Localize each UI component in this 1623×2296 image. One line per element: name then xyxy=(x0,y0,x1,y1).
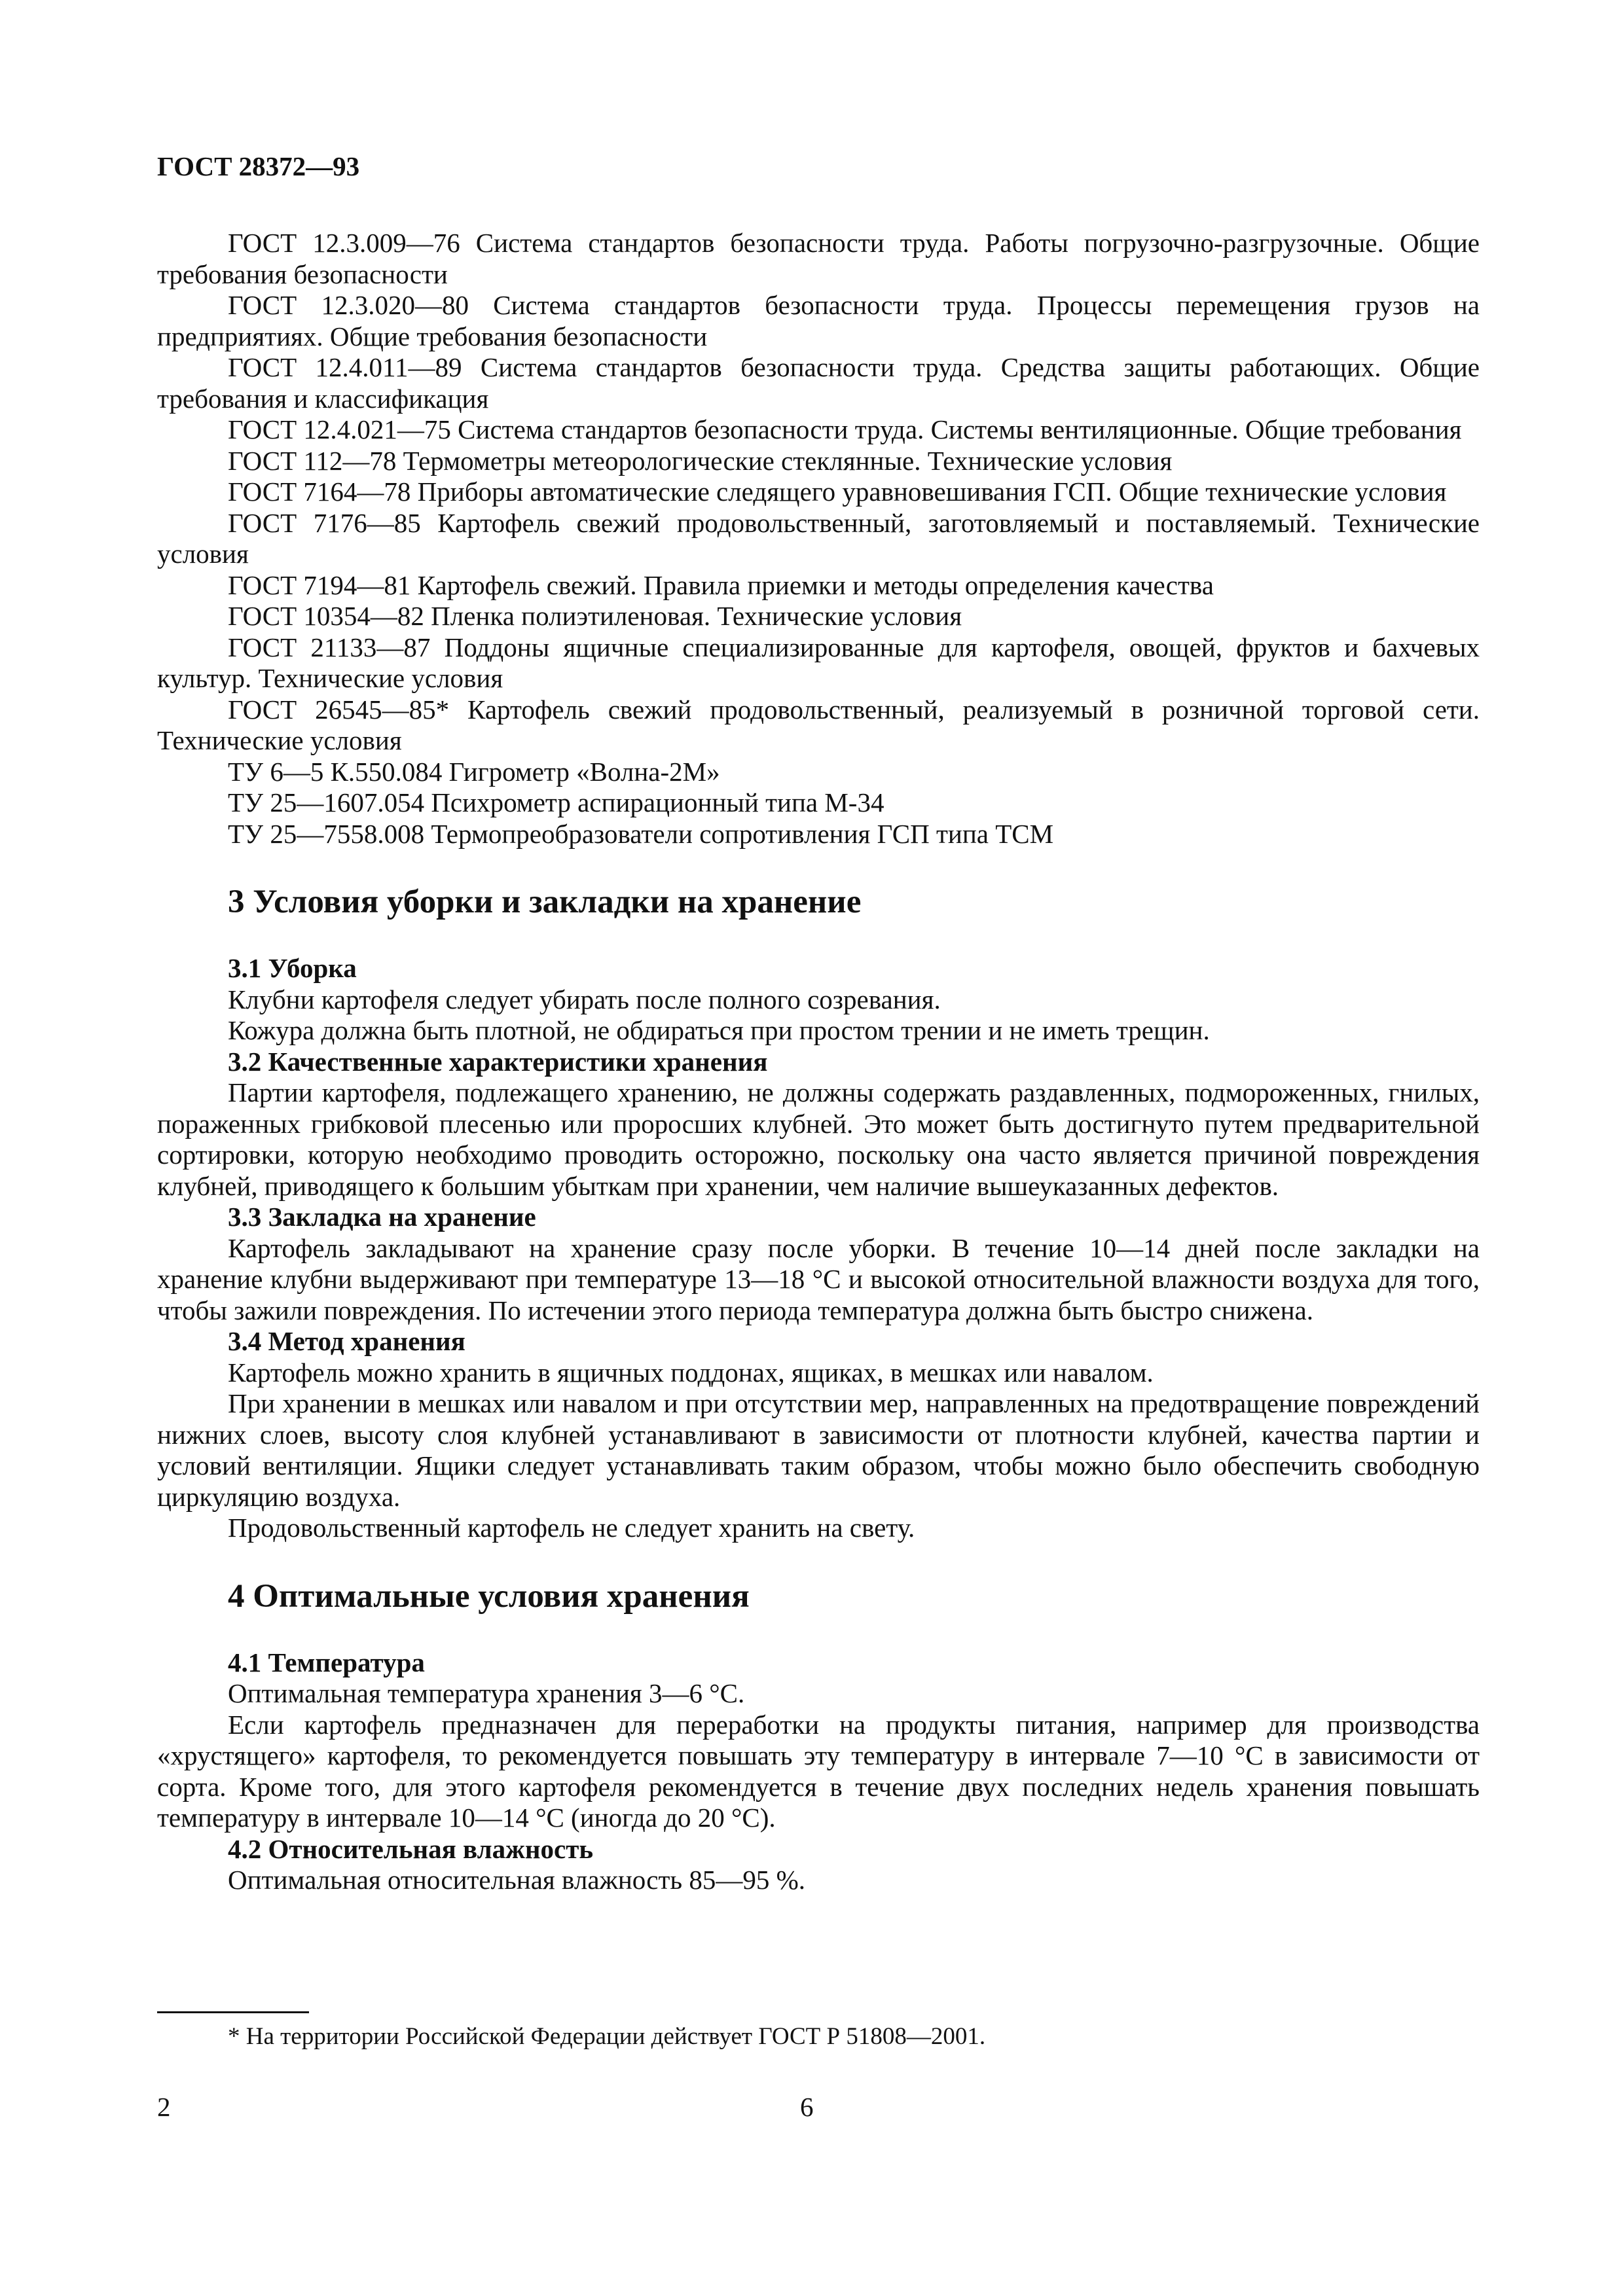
paragraph: Партии картофеля, подлежащего хранению, не должны содержать раздавленных, подмороженных, гнилых, пораженных грибковой плесенью или проросших клубней. Это может быть достигнуто путем предварительной сортировки, которую необходимо проводить осторожно, поскольку она часто является причиной повреждения клубней, приводящего к большим убыткам при хранении, чем наличие вышеуказанных дефектов. xyxy=(157,1077,1480,1201)
reference-item: ТУ 6—5 К.550.084 Гигрометр «Волна-2М» xyxy=(228,756,720,787)
reference-item: ГОСТ 7176—85 Картофель свежий продовольственный, заготовляемый и поставляемый. Технические условия xyxy=(157,507,1480,569)
subsection-4-1-heading: 4.1 Температура xyxy=(228,1647,425,1677)
reference-item: ТУ 25—7558.008 Термопреобразователи сопротивления ГСП типа ТСМ xyxy=(228,818,1054,849)
reference-item: ГОСТ 21133—87 Поддоны ящичные специализированные для картофеля, овощей, фруктов и бахчевых культур. Технические условия xyxy=(157,632,1480,693)
paragraph: Кожура должна быть плотной, не обдираться при простом трении и не иметь трещин. xyxy=(228,1015,1210,1045)
subsection-3-2-heading: 3.2 Качественные характеристики хранения xyxy=(228,1046,768,1077)
references-list xyxy=(157,228,1480,850)
footnote: * На территории Российской Федерации действует ГОСТ Р 51808—2001. xyxy=(228,2023,986,2050)
subsection-3-4-heading: 3.4 Метод хранения xyxy=(228,1326,465,1356)
paragraph: Оптимальная относительная влажность 85—95 %. xyxy=(228,1865,806,1895)
paragraph: Клубни картофеля следует убирать после полного созревания. xyxy=(228,984,941,1014)
reference-item: ГОСТ 7194—81 Картофель свежий. Правила приемки и методы определения качества xyxy=(228,569,1214,600)
paragraph: Продовольственный картофель не следует хранить на свету. xyxy=(228,1513,915,1543)
subsection-3-3-heading: 3.3 Закладка на хранение xyxy=(228,1202,536,1232)
paragraph: Картофель можно хранить в ящичных поддонах, ящиках, в мешках или навалом. xyxy=(228,1357,1154,1388)
section-4-heading: 4 Оптимальные условия хранения xyxy=(228,1577,750,1615)
document-body xyxy=(157,228,1480,1896)
paragraph: Картофель закладывают на хранение сразу после уборки. В течение 10—14 дней после закладки на хранение клубни выдерживают при температуре 13—18 °C и высокой относительной влажности воздуха для того, чтобы зажили повреждения. По истечении этого периода температура должна быть быстро снижена. xyxy=(157,1232,1480,1325)
reference-item: ГОСТ 12.3.009—76 Система стандартов безопасности труда. Работы погрузочно-разгрузочные. Общие требования безопасности xyxy=(157,228,1480,289)
reference-item: ГОСТ 12.4.011—89 Система стандартов безопасности труда. Средства защиты работающих. Общие требования и классификация xyxy=(157,352,1480,414)
paragraph: Оптимальная температура хранения 3—6 °C. xyxy=(228,1678,745,1708)
reference-item: ГОСТ 10354—82 Пленка полиэтиленовая. Технические условия xyxy=(228,601,962,631)
subsection-4-2-heading: 4.2 Относительная влажность xyxy=(228,1833,594,1864)
section-3-heading: 3 Условия уборки и закладки на хранение xyxy=(228,884,862,920)
reference-item: ГОСТ 26545—85* Картофель свежий продовольственный, реализуемый в розничной торговой сети. Технические условия xyxy=(157,694,1480,755)
reference-item: ГОСТ 112—78 Термометры метеорологические стеклянные. Технические условия xyxy=(228,445,1173,476)
reference-item: ГОСТ 7164—78 Приборы автоматические следящего уравновешивания ГСП. Общие технические условия xyxy=(228,476,1447,507)
page-number-center: 6 xyxy=(800,2092,814,2122)
subsection-3-1-heading: 3.1 Уборка xyxy=(228,953,357,983)
reference-item: ГОСТ 12.3.020—80 Система стандартов безопасности труда. Процессы перемещения грузов на предприятиях. Общие требования безопасности xyxy=(157,290,1480,351)
paragraph: Если картофель предназначен для переработки на продукты питания, например для производства «хрустящего» картофеля, то рекомендуется повышать эту температуру в интервале 7—10 °C в зависимости от сорта. Кроме того, для этого картофеля рекомендуется в течение двух последних недель хранения повышать температуру в интервале 10—14 °C (иногда до 20 °C). xyxy=(157,1709,1480,1833)
reference-item: ГОСТ 12.4.021—75 Система стандартов безопасности труда. Системы вентиляционные. Общие требования xyxy=(228,414,1462,444)
reference-item: ТУ 25—1607.054 Психрометр аспирационный типа М-34 xyxy=(228,787,884,817)
footnote-divider xyxy=(157,2011,309,2013)
paragraph: При хранении в мешках или навалом и при отсутствии мер, направленных на предотвращение повреждений нижних слоев, высоту слоя клубней устанавливают в зависимости от плотности клубней, качества партии и условий вентиляции. Ящики следует устанавливать таким образом, чтобы можно было обеспечить свободную циркуляцию воздуха. xyxy=(157,1388,1480,1512)
document-header-code: ГОСТ 28372—93 xyxy=(157,151,360,181)
page-number-left: 2 xyxy=(157,2092,171,2122)
